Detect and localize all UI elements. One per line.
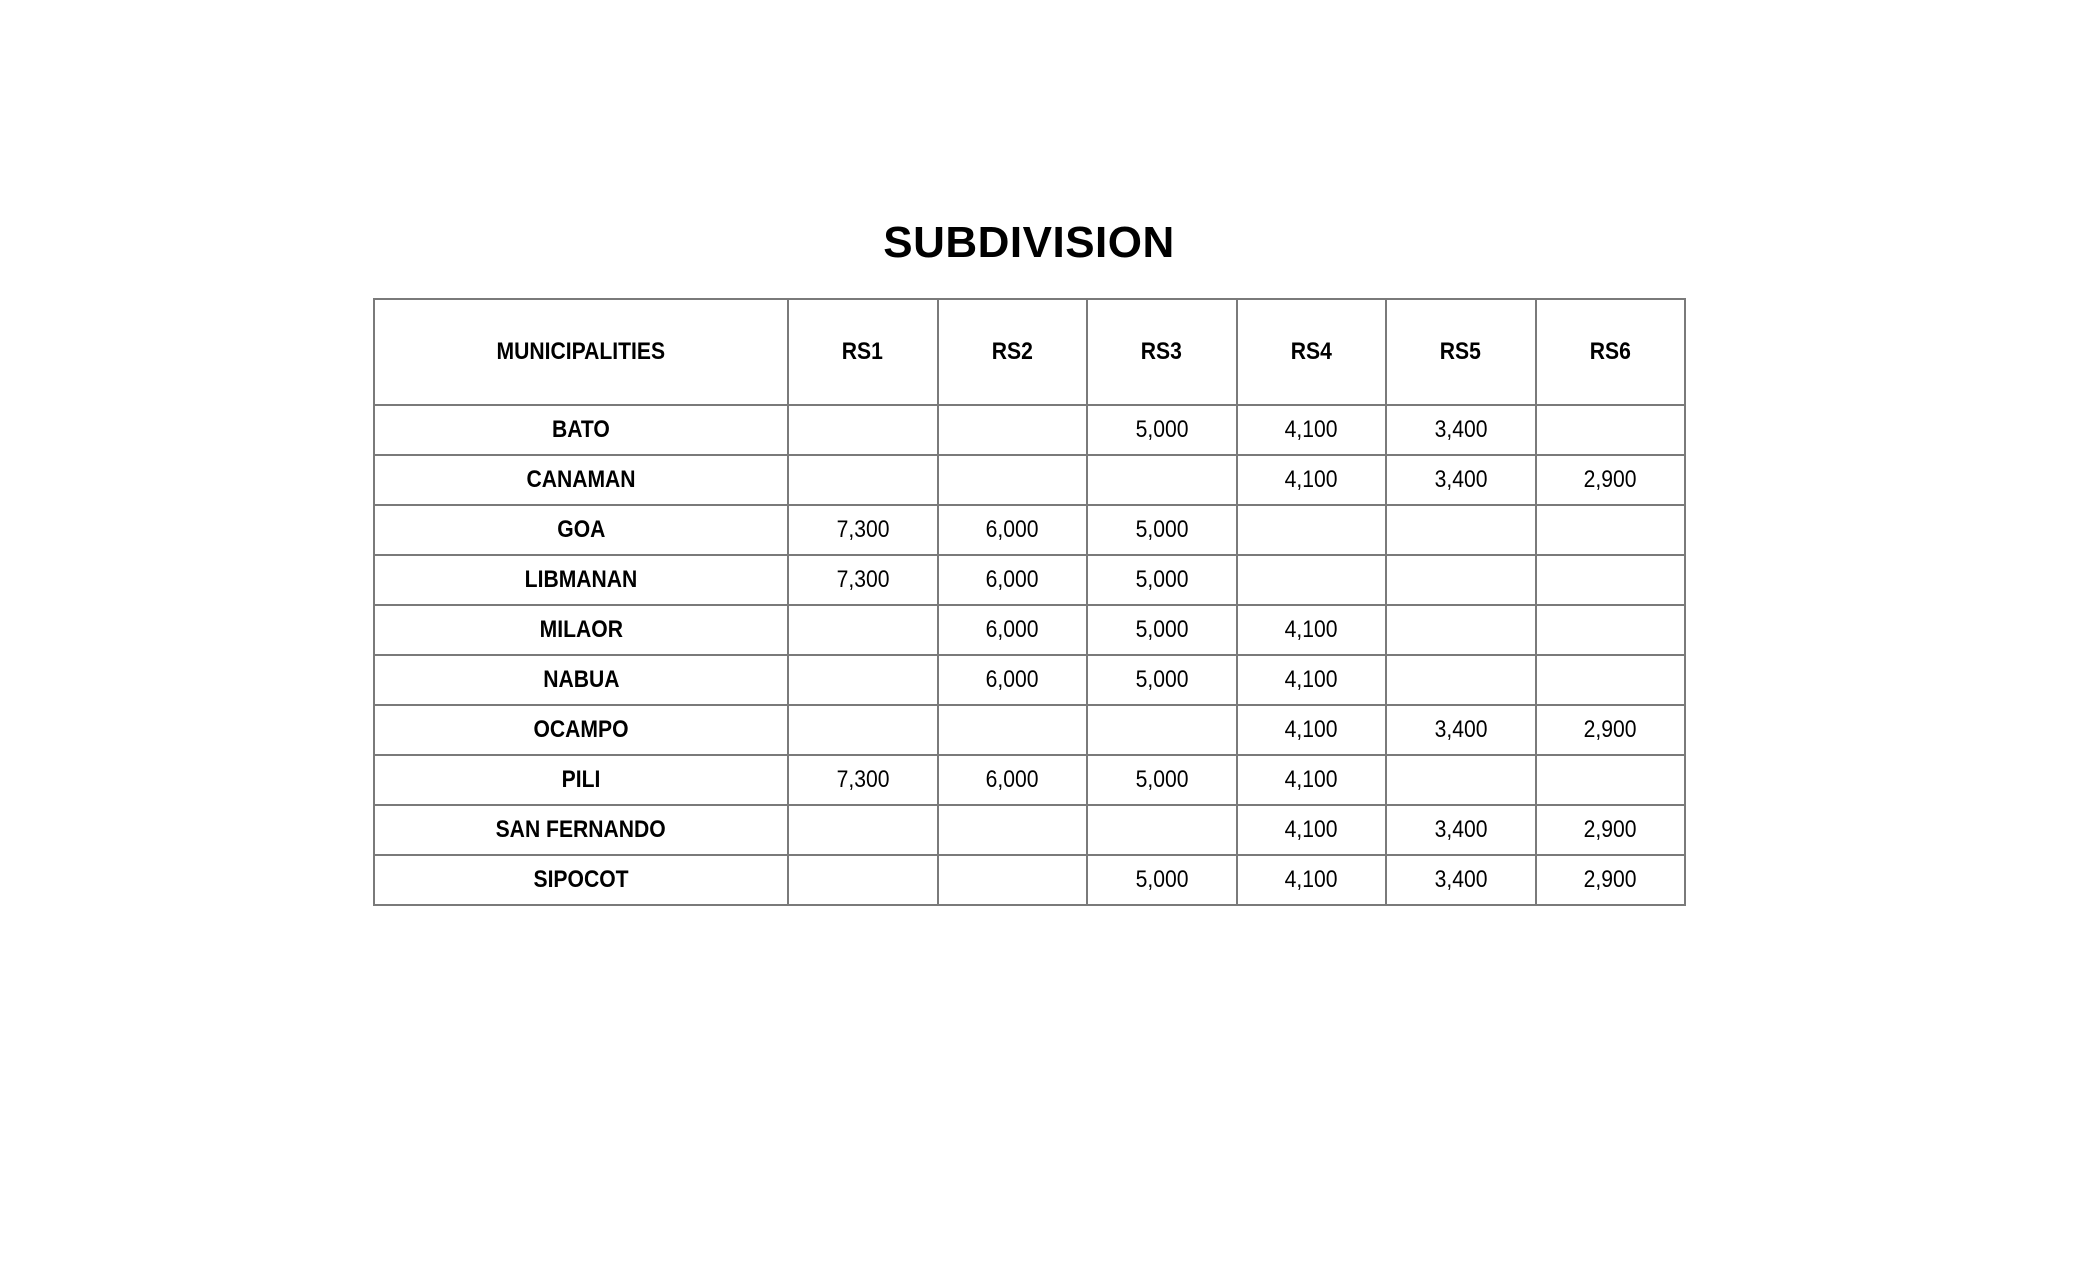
rs1-cell <box>788 655 938 705</box>
table-row <box>374 555 1685 605</box>
table-row <box>374 405 1685 455</box>
rs3-cell: 5,000 <box>1087 505 1237 555</box>
table-row <box>374 755 1685 805</box>
rs6-cell <box>1536 555 1686 605</box>
rs4-cell: 4,100 <box>1237 855 1387 905</box>
rs4-cell: 4,100 <box>1237 455 1387 505</box>
rs4-cell: 4,100 <box>1237 405 1387 455</box>
rs3-cell: 5,000 <box>1087 405 1237 455</box>
rs6-cell: 2,900 <box>1536 705 1686 755</box>
rs2-cell <box>938 805 1088 855</box>
rs5-cell <box>1386 505 1536 555</box>
rs3-cell <box>1087 705 1237 755</box>
rs5-cell <box>1386 655 1536 705</box>
rs1-cell <box>788 405 938 455</box>
municipality-cell: SIPOCOT <box>374 855 788 905</box>
rs1-cell: 7,300 <box>788 505 938 555</box>
municipality-cell: PILI <box>374 755 788 805</box>
rs4-cell: 4,100 <box>1237 605 1387 655</box>
rs4-cell: 4,100 <box>1237 655 1387 705</box>
rs3-cell: 5,000 <box>1087 555 1237 605</box>
table-row <box>374 505 1685 555</box>
header-rs4-label: RS4 <box>1290 338 1332 365</box>
municipality-cell: LIBMANAN <box>374 555 788 605</box>
rs4-cell: 4,100 <box>1237 705 1387 755</box>
table-row <box>374 705 1685 755</box>
rs6-cell: 2,900 <box>1536 855 1686 905</box>
table-row <box>374 805 1685 855</box>
rs2-cell: 6,000 <box>938 555 1088 605</box>
municipality-cell: BATO <box>374 405 788 455</box>
subdivision-rates-table <box>373 298 1686 906</box>
rs2-cell: 6,000 <box>938 505 1088 555</box>
table-row <box>374 605 1685 655</box>
rs5-cell: 3,400 <box>1386 855 1536 905</box>
header-rs5-label: RS5 <box>1440 338 1482 365</box>
rs6-cell: 2,900 <box>1536 455 1686 505</box>
header-rs5 <box>1386 299 1536 405</box>
header-rs2 <box>938 299 1088 405</box>
rs1-cell <box>788 455 938 505</box>
header-rs1-label: RS1 <box>842 338 884 365</box>
table-row <box>374 455 1685 505</box>
rs4-cell <box>1237 505 1387 555</box>
rs6-cell: 2,900 <box>1536 805 1686 855</box>
table-row <box>374 855 1685 905</box>
rs1-cell <box>788 855 938 905</box>
rs2-cell <box>938 455 1088 505</box>
rs1-cell: 7,300 <box>788 555 938 605</box>
rs1-cell <box>788 805 938 855</box>
rs6-cell <box>1536 505 1686 555</box>
rs5-cell <box>1386 555 1536 605</box>
header-rs3 <box>1087 299 1237 405</box>
header-rs3-label: RS3 <box>1141 338 1183 365</box>
rs1-cell <box>788 605 938 655</box>
rs3-cell: 5,000 <box>1087 855 1237 905</box>
rs1-cell: 7,300 <box>788 755 938 805</box>
municipality-cell: SAN FERNANDO <box>374 805 788 855</box>
rs5-cell <box>1386 605 1536 655</box>
rs2-cell: 6,000 <box>938 655 1088 705</box>
rs6-cell <box>1536 405 1686 455</box>
rs3-cell <box>1087 455 1237 505</box>
rs2-cell <box>938 855 1088 905</box>
header-municipalities <box>374 299 788 405</box>
rs5-cell: 3,400 <box>1386 405 1536 455</box>
rs1-cell <box>788 705 938 755</box>
rs6-cell <box>1536 655 1686 705</box>
rs2-cell: 6,000 <box>938 755 1088 805</box>
header-municipalities-label: MUNICIPALITIES <box>496 338 666 365</box>
municipality-cell: NABUA <box>374 655 788 705</box>
rs5-cell <box>1386 755 1536 805</box>
header-row <box>374 299 1685 405</box>
rs5-cell: 3,400 <box>1386 455 1536 505</box>
rs2-cell: 6,000 <box>938 605 1088 655</box>
rs4-cell: 4,100 <box>1237 805 1387 855</box>
rs3-cell: 5,000 <box>1087 655 1237 705</box>
header-rs4 <box>1237 299 1387 405</box>
rs5-cell: 3,400 <box>1386 705 1536 755</box>
rs3-cell <box>1087 805 1237 855</box>
rs6-cell <box>1536 605 1686 655</box>
rs3-cell: 5,000 <box>1087 605 1237 655</box>
rs2-cell <box>938 705 1088 755</box>
page-title: SUBDIVISION <box>883 218 1175 267</box>
header-rs2-label: RS2 <box>991 338 1033 365</box>
rs3-cell: 5,000 <box>1087 755 1237 805</box>
municipality-cell: CANAMAN <box>374 455 788 505</box>
header-rs6-label: RS6 <box>1589 338 1631 365</box>
municipality-cell: OCAMPO <box>374 705 788 755</box>
rs2-cell <box>938 405 1088 455</box>
municipality-cell: MILAOR <box>374 605 788 655</box>
header-rs6 <box>1536 299 1686 405</box>
rs5-cell: 3,400 <box>1386 805 1536 855</box>
table-row <box>374 655 1685 705</box>
rs4-cell: 4,100 <box>1237 755 1387 805</box>
rs4-cell <box>1237 555 1387 605</box>
rs6-cell <box>1536 755 1686 805</box>
municipality-cell: GOA <box>374 505 788 555</box>
header-rs1 <box>788 299 938 405</box>
